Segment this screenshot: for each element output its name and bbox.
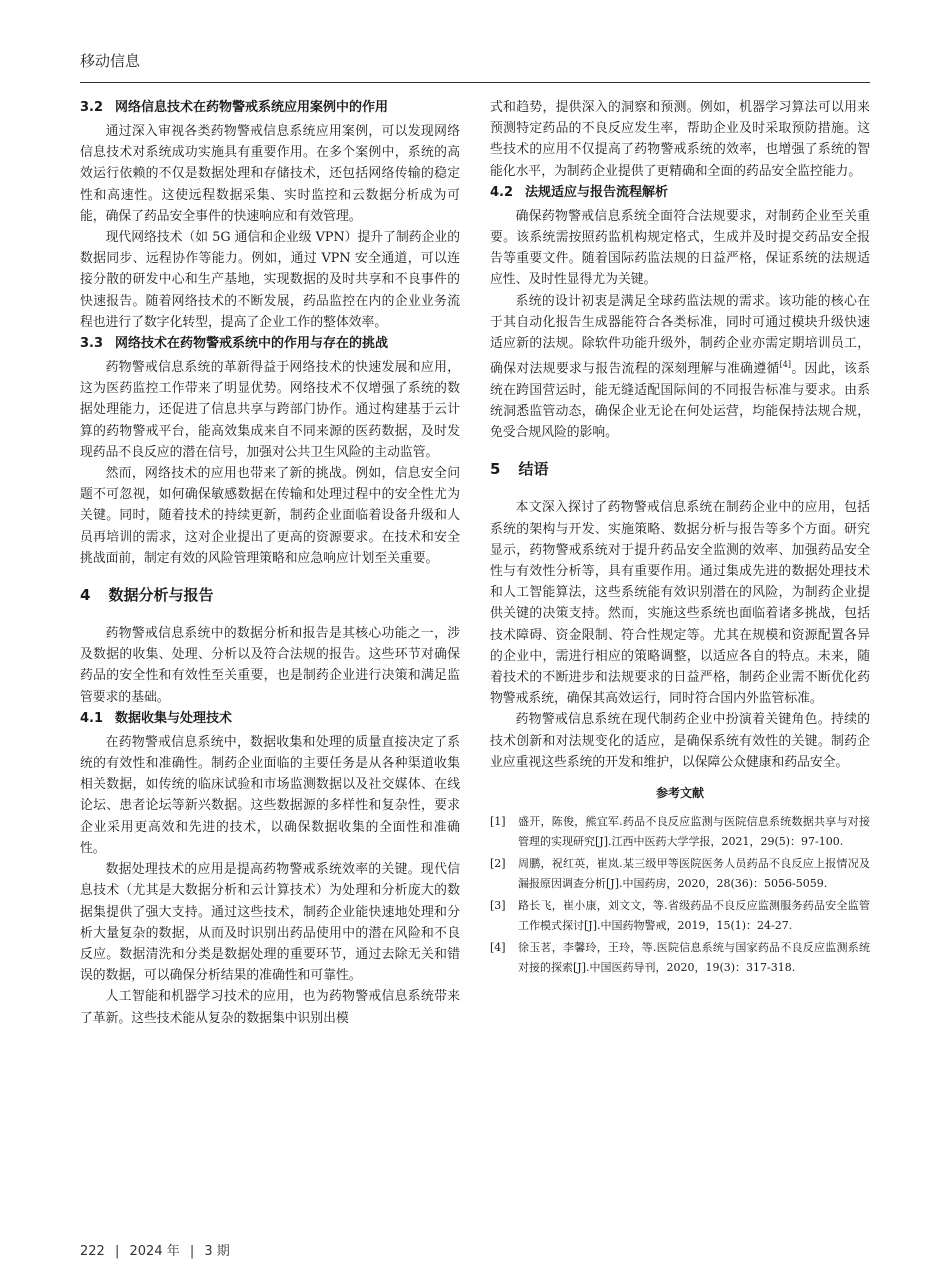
- reference-number: [4]: [490, 941, 506, 955]
- section-title: 法规适应与报告流程解析: [525, 184, 669, 200]
- footer-separator: |: [114, 1244, 120, 1259]
- section-4-1-heading: [80, 708, 460, 730]
- page-number: 222: [80, 1244, 105, 1259]
- paragraph: 药物警戒信息系统的革新得益于网络技术的快速发展和应用，这为医药监控工作带来了明显优势。网络技术不仅增强了系统的数据处理能力，还促进了信息共享与跨部门协作。通过构建基于云计算的药物警戒平台，能高效集成来自不同来源的医药数据，及时发现药品不良反应的潜在信号，加强对公共卫生风险的主动监管。: [80, 360, 460, 460]
- citation: [4]: [779, 360, 792, 370]
- section-number: 4.1: [80, 710, 104, 726]
- paragraph: 在药物警戒信息系统中，数据收集和处理的质量直接决定了系统的有效性和准确性。制药企业面临的主要任务是从各种渠道收集相关数据，如传统的临床试验和市场监测数据以及社交媒体、在线论坛、患者论坛等新兴数据。这些数据源的多样性和复杂性，要求企业采用更高效和先进的技术，以确保数据收集的全面性和准确性。: [80, 734, 460, 856]
- section-number: 3.3: [80, 336, 104, 352]
- section-5-heading: [490, 457, 870, 481]
- section-number: 3.2: [80, 100, 104, 115]
- paragraph: 确保药物警戒信息系统全面符合法规要求，对制药企业至关重要。该系统需按照药监机构规定格式，生成并及时提交药品安全报告等重要文件。随着国际药监法规的日益严格，保证系统的法规适应性、及时性显得尤为关键。: [490, 208, 870, 288]
- paragraph-text: 系统的设计初衷是满足全球药监法规的需求。该功能的核心在于其自动化报告生成器能符合各类标准，同时可通过模块升级快速适应新的法规。除软件功能升级外，制药企业亦需定期培训员工，确保对法规要求与报告流程的深刻理解与准确遵循: [490, 293, 870, 377]
- section-number: 4.2: [490, 184, 514, 200]
- page-footer: [80, 1240, 230, 1259]
- reference-number: [1]: [490, 815, 506, 829]
- section-number: 4: [80, 586, 91, 605]
- paragraph-text: 。因此，该系统在跨国营运时，能无缝适配国际间的不同报告标准与要求。由系统洞悉监管动态，确保企业无论在何处运营，均能保持法规合规，免受合规风险的影响。: [490, 361, 871, 441]
- right-column: [490, 97, 870, 980]
- reference-item: [490, 938, 870, 978]
- section-title: 网络信息技术在药物警戒系统应用案例中的作用: [115, 100, 389, 115]
- reference-number: [3]: [490, 899, 506, 913]
- paragraph: 药物警戒信息系统在现代制药企业中扮演着关键角色。持续的技术创新和对法规变化的适应，是确保系统有效性的关键。制药企业应重视这些系统的开发和维护，以保障公众健康和药品安全。: [490, 712, 870, 770]
- paragraph: 然而，网络技术的应用也带来了新的挑战。例如，信息安全问题不可忽视，如何确保敏感数据在传输和处理过程中的安全性尤为关键。同时，随着技术的持续更新，制药企业面临着设备升级和人员再培训的需求，这对企业提出了更高的资源要求。在技术和安全挑战面前，制定有效的风险管理策略和应急响应计划至关重要。: [80, 466, 460, 566]
- paragraph: 人工智能和机器学习技术的应用，也为药物警戒信息系统带来了革新。这些技术能从复杂的数据集中识别出模: [80, 989, 460, 1026]
- paragraph: 现代网络技术（如 5G 通信和企业级 VPN）提升了制药企业的数据同步、远程协作等能力。例如，通过 VPN 安全通道，可以连接分散的研发中心和生产基地，实现数据的及时共享和不良事件的快速报告。随着网络技术的不断发展，药品监控在内的企业业务流程也进行了数字化转型，提高了企业工作的整体效率。: [80, 230, 460, 330]
- paragraph-continued: 式和趋势，提供深入的洞察和预测。例如，机器学习算法可以用来预测特定药品的不良反应发生率，帮助企业及时采取预防措施。这些技术的应用不仅提高了药物警戒系统的效率，也增强了系统的智能化水平，为制药企业提供了更精确和全面的药品安全监控能力。: [490, 100, 870, 179]
- reference-item: [490, 812, 870, 852]
- left-column: [80, 97, 460, 1029]
- section-3-2-heading: [80, 97, 460, 119]
- reference-text: 徐玉茗，李馨玲，王玲，等.医院信息系统与国家药品不良反应监测系统对接的探索[J].中国医药导刊，2020，19(3)：317-318.: [518, 941, 870, 975]
- section-4-2-heading: [490, 182, 870, 204]
- section-title: 数据分析与报告: [108, 586, 214, 605]
- reference-text: 周鹏，祝红英，崔岚.某三级甲等医院医务人员药品不良反应上报情况及漏报原因调查分析[J].中国药房，2020，28(36)：5056-5059.: [518, 857, 870, 891]
- section-4-heading: [80, 583, 460, 607]
- journal-name: 移动信息: [80, 52, 141, 70]
- reference-text: 路长飞，崔小康，刘文文，等.省级药品不良反应监测服务药品安全监管工作模式探讨[J].中国药物警戒，2019，15(1)：24-27.: [518, 899, 870, 933]
- paragraph: 本文深入探讨了药物警戒信息系统在制药企业中的应用，包括系统的架构与开发、实施策略、数据分析与报告等多个方面。研究显示，药物警戒系统对于提升药品安全监测的效率、加强药品安全性与有效性分析等，具有重要作用。通过集成先进的数据处理技术和人工智能算法，这些系统能有效识别潜在的风险，为制药企业提供关键的决策支持。然而，实施这些系统也面临着诸多挑战，包括技术障碍、资金限制、符合性规定等。尤其在规模和资源配置各异的企业中，需进行相应的策略调整，以适应各自的特点。未来，随着技术的不断进步和法规要求的日益严格，制药企业需不断优化药物警戒系统，确保其高效运行，同时符合国内外监管标准。: [490, 500, 870, 707]
- section-3-3-heading: [80, 333, 460, 355]
- reference-text: 盛开，陈俊，熊宜军.药品不良反应监测与医院信息系统数据共享与对接管理的实现研究[J].江西中医药大学学报，2021，29(5)：97-100.: [518, 815, 870, 849]
- section-title: 数据收集与处理技术: [115, 710, 233, 726]
- footer-separator: |: [189, 1244, 195, 1259]
- paragraph: 通过深入审视各类药物警戒信息系统应用案例，可以发现网络信息技术对系统成功实施具有重要作用。在多个案例中，系统的高效运行依赖的不仅是数据处理和存储技术，还包括网络传输的稳定性和高速性。这使远程数据采集、实时监控和云数据分析成为可能，确保了药品安全事件的快速响应和有效管理。: [80, 124, 460, 224]
- paragraph: 药物警戒信息系统中的数据分析和报告是其核心功能之一，涉及数据的收集、处理、分析以及符合法规的报告。这些环节对确保药品的安全性和有效性至关重要，也是制药企业进行决策和满足监管要求的基础。: [80, 626, 460, 705]
- header-rule: [80, 82, 870, 83]
- reference-item: [490, 896, 870, 936]
- section-title: 网络技术在药物警戒系统中的作用与存在的挑战: [115, 336, 389, 352]
- paragraph: 数据处理技术的应用是提高药物警戒系统效率的关键。现代信息技术（尤其是大数据分析和云计算技术）为处理和分析庞大的数据集提供了强大支持。通过这些技术，制药企业能快速地处理和分析大量复杂的数据，从而及时识别出药品使用中的潜在风险和不良反应。数据清洗和分类是数据处理的重要环节，通过去除无关和错误的数据，可以确保分析结果的准确性和可靠性。: [80, 862, 460, 984]
- paragraph: [490, 291, 870, 444]
- section-number: 5: [490, 460, 501, 479]
- footer-year: 2024 年: [129, 1244, 180, 1259]
- section-title: 结语: [518, 460, 549, 479]
- footer-issue: 3 期: [204, 1244, 230, 1259]
- references-title: 参考文献: [655, 785, 704, 800]
- reference-number: [2]: [490, 857, 506, 871]
- reference-item: [490, 854, 870, 894]
